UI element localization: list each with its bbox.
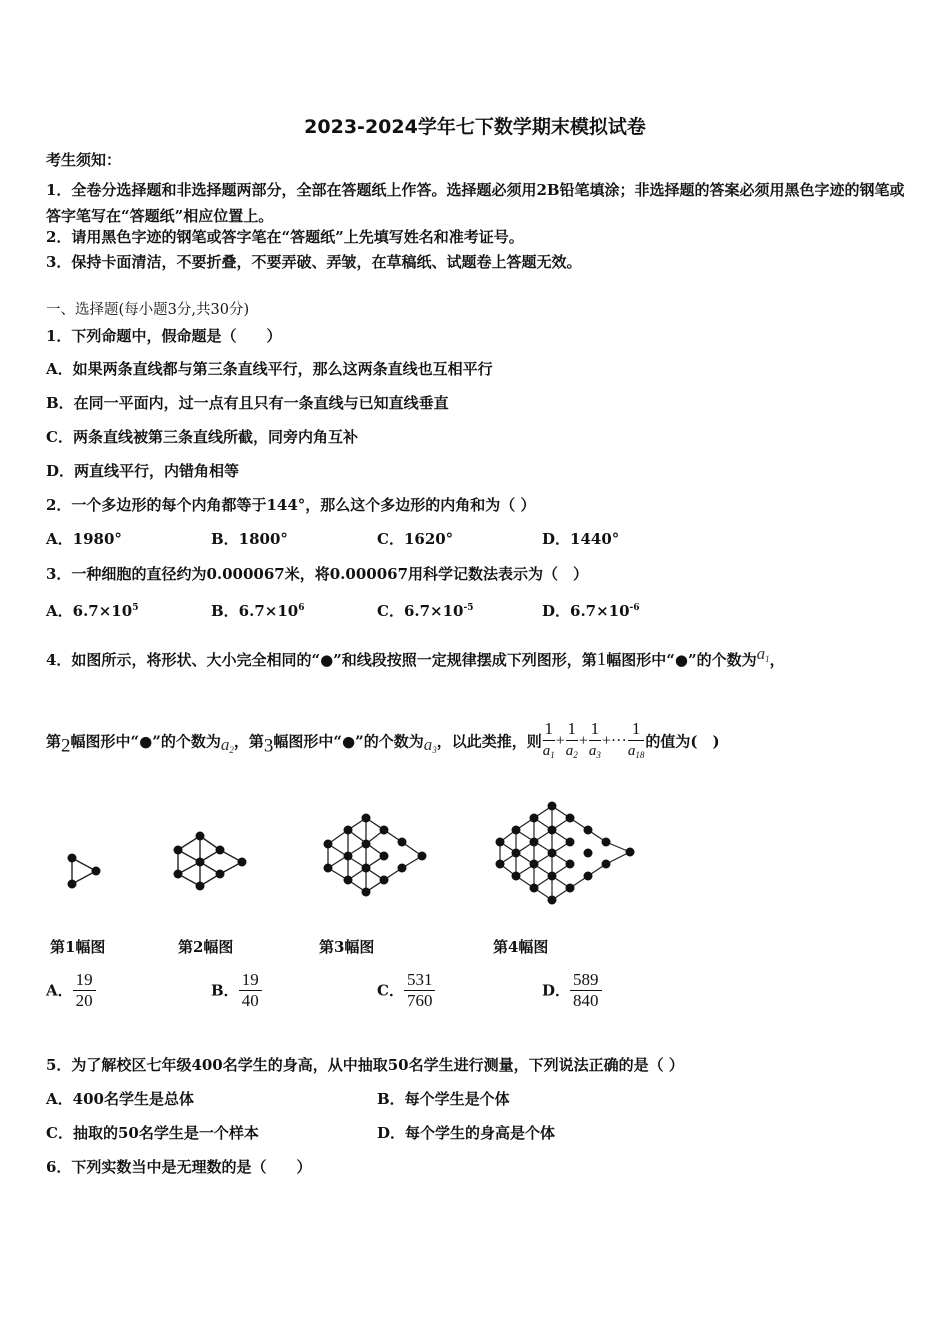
q4-option-b: B． $\frac{19}{40}$	[211, 970, 262, 1011]
expr-term-3: $\frac{1}{a_3}$	[589, 718, 601, 765]
q2-option-c: C．1620°	[377, 530, 454, 548]
q4-option-a: A． $\frac{19}{20}$	[46, 970, 96, 1011]
q3-stem: 3．一种细胞的直径约为0.000067米，将0.000067用科学记数法表示为（ ）	[46, 565, 589, 583]
q3-option-a: A．$6.7\times 10^5$	[46, 602, 139, 620]
q1-stem: 1．下列命题中，假命题是（ ）	[46, 327, 282, 345]
notice-item-3: 3．保持卡面清洁，不要折叠，不要弄破、弄皱，在草稿纸、试题卷上答题无效。	[46, 253, 582, 271]
q4-stem-line2: 第2幅图形中“●”的个数为$a_2$，第3幅图形中“●”的个数为$a_3$，以此类推，则 $\frac{1}{a_1}$ + $\frac{1}{a_2}$ + $\frac{1}{a_3}$ +··· $\frac{1}{a_{18}}$ 的值为( )	[46, 718, 720, 765]
expr-term-18: $\frac{1}{a_{18}}$	[628, 718, 645, 765]
figure-4	[492, 798, 642, 910]
notice-heading: 考生须知：	[46, 151, 122, 169]
q5-option-d: D．每个学生的身高是个体	[377, 1124, 556, 1142]
q4-option-d: D． $\frac{589}{840}$	[542, 970, 602, 1011]
q1-option-b: B．在同一平面内，过一点有且只有一条直线与已知直线垂直	[46, 394, 449, 412]
q3-option-c: C．$6.7\times 10^{-5}$	[377, 602, 474, 620]
figure-3	[318, 810, 438, 904]
notice-item-1: 1．全卷分选择题和非选择题两部分，全部在答题纸上作答。选择题必须用2B铅笔填涂；非选择题的答案必须用黑色字迹的钢笔或答字笔写在“答题纸”相应位置上。	[46, 181, 905, 225]
figure-caption-2: 第2幅图	[178, 938, 234, 956]
q2-option-d: D．1440°	[542, 530, 620, 548]
figure-caption-3: 第3幅图	[319, 938, 375, 956]
q2-stem: 2．一个多边形的每个内角都等于144°，那么这个多边形的内角和为（ ）	[46, 496, 536, 514]
q3-option-d: D．$6.7\times 10^{-6}$	[542, 602, 640, 620]
expr-term-1: $\frac{1}{a_1}$	[543, 718, 555, 765]
figure-1	[60, 848, 110, 890]
figure-caption-4: 第4幅图	[493, 938, 549, 956]
q4-stem-line1: 4．如图所示，将形状、大小完全相同的“●”和线段按照一定规律摆成下列图形，第1幅图形中“●”的个数为$a_1$，	[46, 644, 785, 670]
section-heading: 一、选择题(每小题3分,共30分)	[46, 302, 250, 318]
q5-option-a: A．400名学生是总体	[46, 1090, 194, 1108]
q2-option-a: A．1980°	[46, 530, 122, 548]
exam-title: 2023-2024学年七下数学期末模拟试卷	[304, 116, 646, 138]
q5-option-b: B．每个学生是个体	[377, 1090, 510, 1108]
notice-item-2: 2．请用黑色字迹的钢笔或答字笔在“答题纸”上先填写姓名和准考证号。	[46, 228, 524, 246]
q1-option-c: C．两条直线被第三条直线所截，同旁内角互补	[46, 428, 358, 446]
q3-option-b: B．$6.7\times 10^6$	[211, 602, 305, 620]
q1-option-a: A．如果两条直线都与第三条直线平行，那么这两条直线也互相平行	[46, 360, 493, 378]
q5-option-c: C．抽取的50名学生是一个样本	[46, 1124, 259, 1142]
figure-2	[168, 828, 252, 894]
figure-caption-1: 第1幅图	[50, 938, 106, 956]
expr-term-2: $\frac{1}{a_2}$	[566, 718, 578, 765]
q2-option-b: B．1800°	[211, 530, 288, 548]
q6-stem: 6．下列实数当中是无理数的是（ ）	[46, 1158, 312, 1176]
q5-stem: 5．为了解校区七年级400名学生的身高，从中抽取50名学生进行测量，下列说法正确的是（ ）	[46, 1056, 684, 1074]
q4-option-c: C． $\frac{531}{760}$	[377, 970, 435, 1011]
q1-option-d: D．两直线平行，内错角相等	[46, 462, 240, 480]
